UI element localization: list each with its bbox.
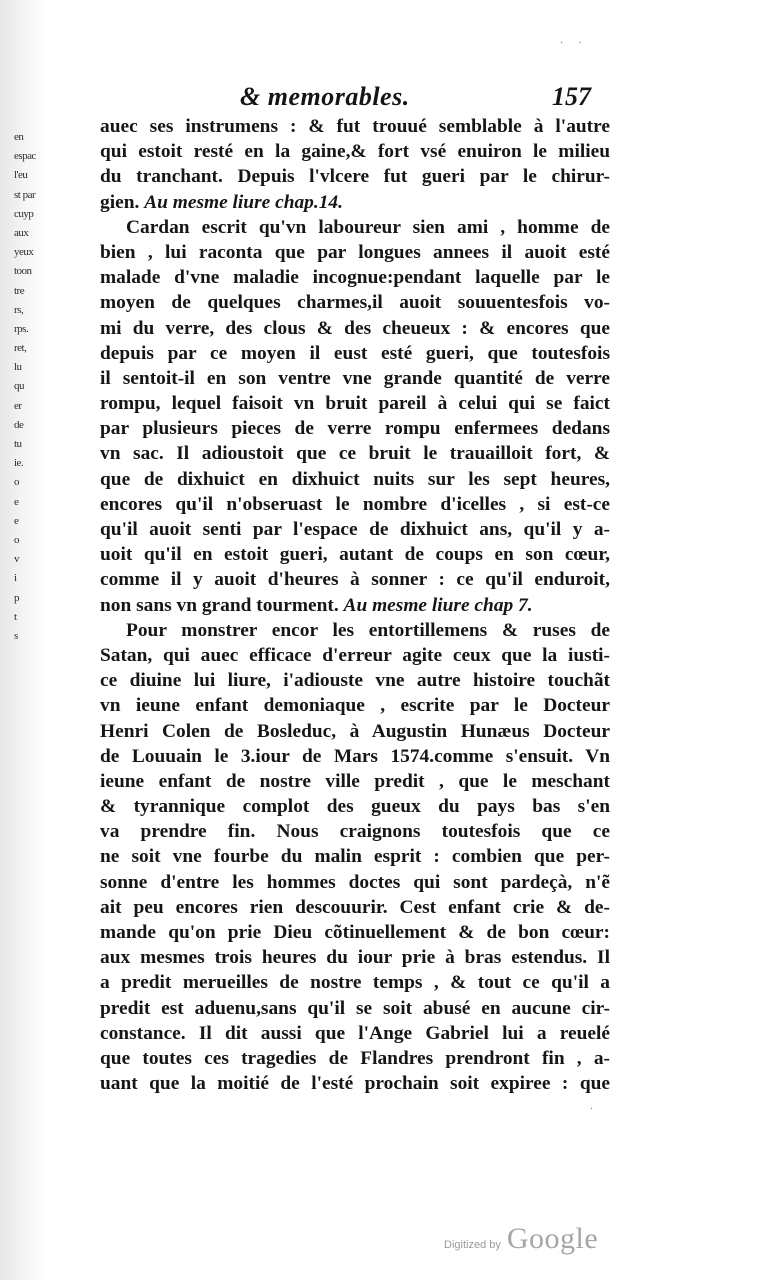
text-line-content: Pour monstrer encor les entortillemens & ruses de	[126, 619, 610, 641]
text-line-content: que toutes ces tragedies de Flandres prendront fin , a-	[100, 1047, 610, 1069]
margin-fragment	[14, 704, 54, 723]
text-line	[100, 416, 610, 441]
margin-fragment: st par	[14, 188, 36, 201]
text-line-content: a predit merueilles de nostre temps , & tout ce qu'il a	[100, 972, 610, 994]
margin-fragment	[14, 742, 54, 761]
margin-fragment: t	[14, 610, 17, 623]
text-line	[100, 441, 610, 466]
text-line-content: mi du verre, des clous & des cheueux : & encores que	[100, 317, 610, 339]
margin-fragment: o	[14, 533, 19, 546]
text-line-content: sonne d'entre les hommes doctes qui sont pardeçà, n'ẽ	[100, 871, 610, 893]
text-line	[100, 719, 610, 744]
margin-fragment: lu	[14, 361, 22, 374]
text-line-content: du tranchant. Depuis l'vlcere fut gueri par le chirur-	[100, 166, 610, 188]
text-line	[100, 215, 610, 240]
margin-fragment	[14, 723, 54, 742]
text-line-content: depuis par ce moyen il eust esté gueri, que toutesfois	[100, 342, 610, 364]
text-line	[100, 769, 610, 794]
margin-fragment: toon	[14, 265, 32, 278]
text-line	[100, 744, 610, 769]
text-line	[100, 290, 610, 315]
margin-fragment: l'eu	[14, 169, 28, 182]
text-line	[100, 341, 610, 366]
text-line	[100, 164, 610, 189]
text-line	[100, 895, 610, 920]
text-line	[100, 366, 610, 391]
text-line-content: bien , lui raconta que par longues annees il auoit esté	[100, 241, 610, 263]
text-line-content: moyen de quelques charmes,il auoit souuentesfois vo-	[100, 292, 610, 314]
margin-fragment: aux	[14, 226, 29, 239]
margin-fragment: e	[14, 495, 19, 508]
text-line	[100, 668, 610, 693]
text-line	[100, 945, 610, 970]
text-line	[100, 240, 610, 265]
text-line-content: encores qu'il n'obseruast le nombre d'icelles , si est-ce	[100, 493, 610, 515]
margin-fragment: v	[14, 553, 19, 566]
text-line	[100, 542, 610, 567]
text-line-content: rompu, lequel faisoit vn bruit pareil à celui qui se faict	[100, 393, 610, 415]
text-line-content: aux mesmes trois heures du iour prie à bras estendus. Il	[100, 947, 610, 969]
text-line	[100, 618, 610, 643]
margin-fragment: espac	[14, 150, 36, 163]
text-line-content: ait peu encores rien descouurir. Cest enfant crie & de-	[100, 896, 610, 918]
text-line-content: & tyrannique complot des gueux du pays bas s'en	[100, 796, 610, 818]
text-line-content: vn sac. Il adioustoit que ce bruit le trauailloit fort, &	[100, 443, 610, 465]
text-line	[100, 593, 610, 618]
stray-ink-mark: · ·	[560, 38, 588, 49]
source-reference: Au mesme liure chap 7.	[343, 594, 533, 616]
text-line	[100, 567, 610, 592]
text-line	[100, 844, 610, 869]
margin-fragment: i	[14, 572, 17, 585]
text-line	[100, 819, 610, 844]
adjacent-page-text-fragments	[14, 128, 54, 761]
text-line-content: ieune enfant de nostre ville predit , que le meschant	[100, 770, 610, 792]
text-line-content: il sentoit-il en son ventre vne grande quantité de verre	[100, 367, 610, 389]
text-line-content: Cardan escrit qu'vn laboureur sien ami , homme de	[126, 216, 610, 238]
margin-fragment: qu	[14, 380, 24, 393]
text-line-content: ce diuine lui liure, i'adiouste vne autre histoire touchãt	[100, 670, 610, 692]
page-number: 157	[552, 82, 591, 111]
text-line-content: uoit qu'il en estoit gueri, autant de coups en son cœur,	[100, 544, 610, 566]
text-line-content: Satan, qui auec efficace d'erreur agite ceux que la iusti-	[100, 644, 610, 666]
margin-fragment: er	[14, 399, 22, 412]
text-line	[100, 643, 610, 668]
footer-ink-mark: ·	[590, 1104, 594, 1115]
margin-fragment: o	[14, 476, 19, 489]
margin-fragment: de	[14, 418, 24, 431]
margin-fragment: en	[14, 131, 24, 143]
text-line-content: par plusieurs pieces de verre rompu enfermees dedans	[100, 418, 610, 440]
text-line	[100, 870, 610, 895]
digitization-credit	[444, 1222, 598, 1256]
text-line	[100, 391, 610, 416]
text-line-content: Henri Colen de Bosleduc, à Augustin Hunæus Docteur	[100, 720, 610, 742]
text-line	[100, 996, 610, 1021]
margin-fragment: tre	[14, 284, 25, 297]
text-line	[100, 1021, 610, 1046]
margin-fragment	[14, 646, 54, 665]
text-line	[100, 139, 610, 164]
margin-fragment: tu	[14, 438, 22, 450]
margin-fragment: s	[14, 629, 18, 642]
text-line-content: de Louuain le 3.iour de Mars 1574.comme s'ensuit. Vn	[100, 745, 610, 767]
margin-fragment: rps.	[14, 322, 29, 335]
body-text	[100, 114, 610, 1096]
text-line-content: vn ieune enfant demoniaque , escrite par le Docteur	[100, 695, 610, 717]
text-line-content: qui estoit resté en la gaine,& fort vsé enuiron le milieu	[100, 141, 610, 163]
text-line-content: uant que la moitié de l'esté prochain soit expiree : que	[100, 1073, 610, 1095]
text-line-content: comme il y auoit d'heures à sonner : ce qu'il enduroit,	[100, 569, 610, 591]
text-line	[100, 693, 610, 718]
margin-fragment	[14, 684, 54, 703]
text-line-content: non sans vn grand tourment.	[100, 594, 339, 616]
text-line-content: ne soit vne fourbe du malin esprit : combien que per-	[100, 846, 610, 868]
google-logo: Google	[506, 1222, 599, 1255]
margin-fragment: p	[14, 591, 19, 604]
text-line	[100, 794, 610, 819]
text-line	[100, 190, 610, 215]
margin-fragment	[14, 665, 54, 684]
margin-fragment: yeux	[14, 246, 34, 259]
text-line-content: va prendre fin. Nous craignons toutesfois que ce	[100, 821, 610, 843]
digitized-by-label: Digitized by	[444, 1239, 501, 1251]
text-line-content: auec ses instrumens : & fut trouué semblable à l'autre	[100, 116, 610, 137]
text-line	[100, 492, 610, 517]
margin-fragment: rs,	[14, 303, 24, 316]
text-line	[100, 517, 610, 542]
text-line	[100, 467, 610, 492]
text-line-content: qu'il auoit senti par l'espace de dixhuict ans, qu'il y a-	[100, 519, 610, 540]
text-line	[100, 265, 610, 290]
text-line	[100, 1071, 610, 1096]
text-line	[100, 970, 610, 995]
margin-fragment: e	[14, 514, 19, 527]
text-line-content: predit est aduenu,sans qu'il se soit abusé en aucune cir-	[100, 997, 610, 1019]
text-line-content: constance. Il dit aussi que l'Ange Gabriel lui a reuelé	[100, 1022, 610, 1044]
source-reference: Au mesme liure chap.14.	[144, 191, 343, 213]
text-line	[100, 920, 610, 945]
text-line-content: gien.	[100, 191, 140, 213]
text-line-content: que de dixhuict en dixhuict nuits sur les sept heures,	[100, 468, 610, 490]
margin-fragment: cuyp	[14, 207, 34, 220]
text-line	[100, 1046, 610, 1071]
margin-fragment: ret,	[14, 342, 27, 355]
margin-fragment: ie.	[14, 457, 24, 470]
running-head: & memorables.	[240, 82, 410, 111]
text-line-content: mande qu'on prie Dieu cõtinuellement & de bon cœur:	[100, 922, 610, 943]
text-line-content: malade d'vne maladie incognue:pendant laquelle par le	[100, 267, 610, 289]
text-line	[100, 114, 610, 139]
text-line	[100, 316, 610, 341]
adjacent-page-margin	[0, 0, 48, 1280]
